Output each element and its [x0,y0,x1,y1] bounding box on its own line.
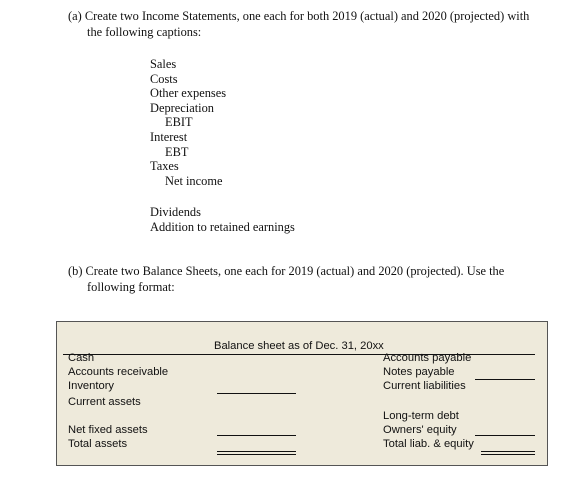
caption-sales: Sales [150,57,177,71]
caption-depreciation: Depreciation [150,100,214,115]
blank-total-assets [217,451,296,452]
caption-taxes: Taxes [150,159,179,174]
label-notes-payable: Notes payable [383,366,455,378]
blank-total-liab-equity-double [481,454,535,455]
income-statement-captions [150,57,226,188]
part-a-line-1: (a) Create two Income Statements, one each for both 2019 (actual) and 2020 (projected) with [68,9,530,23]
part-a-instructions [68,8,558,40]
blank-net-fixed-assets [217,435,296,436]
label-net-fixed-assets: Net fixed assets [68,424,148,436]
blank-inventory [217,393,296,394]
label-current-assets: Current assets [68,396,141,408]
caption-other-expenses: Other expenses [150,86,227,101]
blank-total-assets-double [217,454,296,455]
caption-interest: Interest [150,129,188,144]
blank-total-liab-equity [481,451,535,452]
label-accounts-receivable: Accounts receivable [68,366,169,378]
caption-addition-retained-earnings: Addition to retained earnings [150,219,295,234]
part-a-line-2: the following captions: [87,25,202,39]
caption-ebit: EBIT [165,115,193,130]
label-inventory: Inventory [68,380,115,392]
label-cash: Cash [68,352,95,364]
caption-ebt: EBT [165,144,189,159]
part-b-line-2: following format: [87,280,175,294]
part-b-instructions [68,263,558,295]
caption-net-income: Net income [165,173,223,188]
part-b-line-1: (b) Create two Balance Sheets, one each for 2019 (actual) and 2020 (projected). Use the [68,264,505,278]
label-current-liabilities: Current liabilities [383,380,466,392]
label-accounts-payable: Accounts payable [383,352,472,364]
label-long-term-debt: Long-term debt [383,410,459,422]
caption-dividends: Dividends [150,205,201,219]
blank-notes-payable [475,379,535,380]
retained-earnings-captions [150,205,295,234]
label-owners-equity: Owners' equity [383,424,457,436]
label-total-assets: Total assets [68,438,128,450]
blank-owners-equity [475,435,535,436]
caption-costs: Costs [150,71,178,86]
label-total-liab-equity: Total liab. & equity [383,438,474,450]
balance-sheet-template [56,321,548,466]
balance-sheet-title: Balance sheet as of Dec. 31, 20xx [214,340,384,352]
